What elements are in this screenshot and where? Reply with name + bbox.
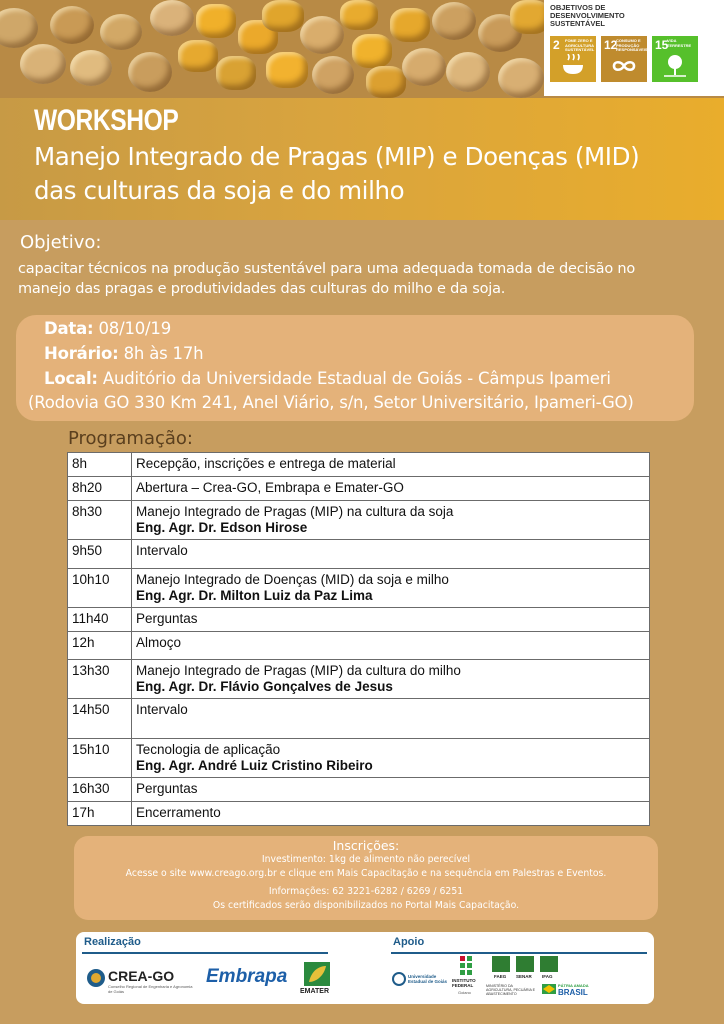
speaker-name: Eng. Agr. Dr. Flávio Gonçalves de Jesus — [136, 679, 393, 694]
activity-title: Recepção, inscrições e entrega de material — [136, 456, 396, 471]
programme-activity — [132, 501, 650, 540]
corn-kernel — [266, 52, 308, 88]
programme-table — [67, 452, 650, 826]
sdg-label: FOME ZERO E AGRICULTURA SUSTENTÁVEL — [565, 38, 595, 53]
programme-activity — [132, 569, 650, 608]
programme-activity — [132, 540, 650, 569]
activity-title: Encerramento — [136, 805, 221, 820]
corn-kernel — [216, 56, 256, 90]
activity-title: Intervalo — [136, 702, 188, 717]
event-info-box — [16, 315, 694, 421]
time-label: Horário: — [44, 344, 119, 363]
brasil-flag-icon — [542, 984, 556, 994]
activity-title: Manejo Integrado de Pragas (MIP) da cultura do milho — [136, 663, 461, 678]
corn-kernel — [340, 0, 378, 30]
programme-time: 11h40 — [68, 608, 132, 632]
place-value: Auditório da Universidade Estadual de Goiás - Câmpus Ipameri — [102, 369, 611, 388]
if-subtitle: Goiano — [458, 990, 471, 995]
contact-text: Informações: 62 3221-6282 / 6269 / 6251 — [268, 886, 464, 897]
programme-row — [68, 802, 650, 826]
programme-time: 13h30 — [68, 660, 132, 699]
programme-activity — [132, 699, 650, 739]
programme-row — [68, 453, 650, 477]
programme-row — [68, 632, 650, 660]
speaker-name: Eng. Agr. Dr. Milton Luiz da Paz Lima — [136, 588, 373, 603]
time-line — [44, 344, 203, 363]
programme-time: 12h — [68, 632, 132, 660]
activity-title: Intervalo — [136, 543, 188, 558]
programme-activity — [132, 778, 650, 802]
emater-leaf-icon — [304, 962, 330, 986]
tree-icon — [662, 54, 688, 78]
investment-text: Investimento: 1kg de alimento não perecível — [261, 854, 471, 865]
sdg-title: OBJETIVOS DE DESENVOLVIMENTO SUSTENTÁVEL — [550, 3, 625, 28]
brasil-slogan: PÁTRIA AMADA — [558, 983, 589, 988]
if-logo: INSTITUTO FEDERAL — [452, 978, 476, 988]
programme-time: 14h50 — [68, 699, 132, 739]
programme-row — [68, 660, 650, 699]
soybean-grain — [100, 14, 142, 50]
programme-time: 8h20 — [68, 477, 132, 501]
corn-kernel — [196, 4, 236, 38]
ifag-emblem-icon — [540, 956, 558, 972]
corn-kernel — [262, 0, 304, 32]
corn-kernel — [178, 40, 218, 72]
date-label: Data: — [44, 319, 94, 338]
embrapa-logo: Embrapa — [206, 966, 288, 987]
programme-time: 10h10 — [68, 569, 132, 608]
senar-logo: SENAR — [516, 974, 532, 979]
soybean-grain — [446, 52, 490, 92]
support-heading: Apoio — [393, 936, 425, 948]
soybean-grain — [0, 8, 38, 48]
realization-heading: Realização — [84, 936, 141, 948]
sdg-label: CONSUMO E PRODUÇÃO RESPONSÁVEIS — [616, 38, 648, 53]
programme-row — [68, 608, 650, 632]
sdg-panel — [544, 0, 724, 96]
sdg-tile-15 — [652, 36, 698, 82]
programme-row — [68, 739, 650, 778]
crea-logo: CREA-GO — [108, 968, 175, 984]
programme-row — [68, 501, 650, 540]
activity-title: Manejo Integrado de Doenças (MID) da soja e milho — [136, 572, 449, 587]
title-line-2: das culturas da soja e do milho — [34, 176, 405, 205]
grain-banner — [0, 0, 724, 100]
corn-kernel — [366, 66, 406, 98]
activity-title: Abertura – Crea-GO, Embrapa e Emater-GO — [136, 480, 404, 495]
speaker-name: Eng. Agr. André Luiz Cristino Ribeiro — [136, 758, 373, 773]
programme-activity — [132, 660, 650, 699]
programme-time: 9h50 — [68, 540, 132, 569]
objective-line-1: capacitar técnicos na produção sustentável para uma adequada tomada de decisão no — [18, 261, 636, 277]
date-line — [44, 319, 171, 338]
programme-time: 17h — [68, 802, 132, 826]
sdg-tile-2 — [550, 36, 596, 82]
sdg-label: VIDA TERRESTRE — [667, 38, 692, 48]
realization-divider — [82, 952, 328, 954]
programme-row — [68, 540, 650, 569]
sdg-number: 12 — [604, 38, 618, 52]
sdg-number: 2 — [553, 38, 560, 52]
place-line — [44, 369, 611, 388]
programme-activity — [132, 632, 650, 660]
senar-emblem-icon — [516, 956, 534, 972]
soybean-grain — [150, 0, 194, 36]
activity-title: Almoço — [136, 635, 182, 650]
partners-panel — [76, 932, 654, 1004]
programme-activity — [132, 739, 650, 778]
emater-logo: EMATER — [300, 988, 330, 995]
crea-emblem-icon — [86, 968, 106, 988]
objective-heading: Objetivo: — [20, 232, 102, 253]
soybean-grain — [70, 50, 112, 86]
programme-activity — [132, 477, 650, 501]
brasil-logo: BRASIL — [558, 988, 588, 997]
ifag-logo: IFAG — [542, 974, 553, 979]
soybean-grain — [432, 2, 476, 40]
programme-activity — [132, 608, 650, 632]
date-value: 08/10/19 — [98, 319, 172, 338]
ueg-logo: Universidade Estadual de Goiás — [408, 974, 448, 984]
activity-title: Perguntas — [136, 611, 198, 626]
soybean-grain — [20, 44, 66, 84]
corn-kernel — [352, 34, 392, 68]
workshop-label: WORKSHOP — [34, 104, 179, 137]
objective-line-2: manejo das pragas e produtividades das culturas do milho e da soja. — [18, 281, 506, 297]
registration-heading: Inscrições: — [332, 838, 400, 853]
ministry-logo: MINISTÉRIO DA AGRICULTURA, PECUÁRIA E ABASTECIMENTO — [486, 984, 536, 996]
soybean-grain — [128, 52, 172, 92]
corn-kernel — [390, 8, 430, 42]
faeg-logo: FAEG — [494, 974, 507, 979]
activity-title: Perguntas — [136, 781, 198, 796]
bowl-icon — [560, 54, 586, 78]
soybean-grain — [402, 48, 446, 86]
if-emblem-icon — [460, 956, 474, 976]
access-text: Acesse o site www.creago.org.br e clique em Mais Capacitação e na sequência em Palestras e Eventos. — [125, 868, 607, 879]
programme-time: 15h10 — [68, 739, 132, 778]
soybean-grain — [300, 16, 344, 54]
faeg-emblem-icon — [492, 956, 510, 972]
objective-text — [18, 259, 708, 299]
programme-time: 8h30 — [68, 501, 132, 540]
address-line: (Rodovia GO 330 Km 241, Anel Viário, s/n, Setor Universitário, Ipameri-GO) — [28, 393, 634, 412]
time-value: 8h às 17h — [123, 344, 204, 363]
programme-time: 8h — [68, 453, 132, 477]
programme-row — [68, 778, 650, 802]
programme-row — [68, 699, 650, 739]
ueg-emblem-icon — [392, 972, 406, 986]
soybean-grain — [312, 56, 354, 94]
sdg-tile-12 — [601, 36, 647, 82]
registration-box — [74, 836, 658, 920]
programme-activity — [132, 453, 650, 477]
activity-title: Manejo Integrado de Pragas (MIP) na cultura da soja — [136, 504, 454, 519]
programme-row — [68, 569, 650, 608]
soybean-grain — [498, 58, 544, 98]
programme-row — [68, 477, 650, 501]
programme-activity — [132, 802, 650, 826]
programme-time: 16h30 — [68, 778, 132, 802]
crea-subtitle: Conselho Regional de Engenharia e Agronomia de Goiás — [108, 984, 193, 994]
title-line-1: Manejo Integrado de Pragas (MIP) e Doenças (MID) — [34, 142, 640, 171]
page-title — [34, 140, 714, 208]
sdg-number: 15 — [655, 38, 669, 52]
support-divider — [391, 952, 647, 954]
infinity-icon — [611, 54, 637, 78]
certificates-text: Os certificados serão disponibilizados no Portal Mais Capacitação. — [212, 900, 520, 911]
speaker-name: Eng. Agr. Dr. Edson Hirose — [136, 520, 308, 535]
place-label: Local: — [44, 369, 98, 388]
programme-heading: Programação: — [68, 428, 193, 449]
activity-title: Tecnologia de aplicação — [136, 742, 281, 757]
soybean-grain — [50, 6, 94, 44]
